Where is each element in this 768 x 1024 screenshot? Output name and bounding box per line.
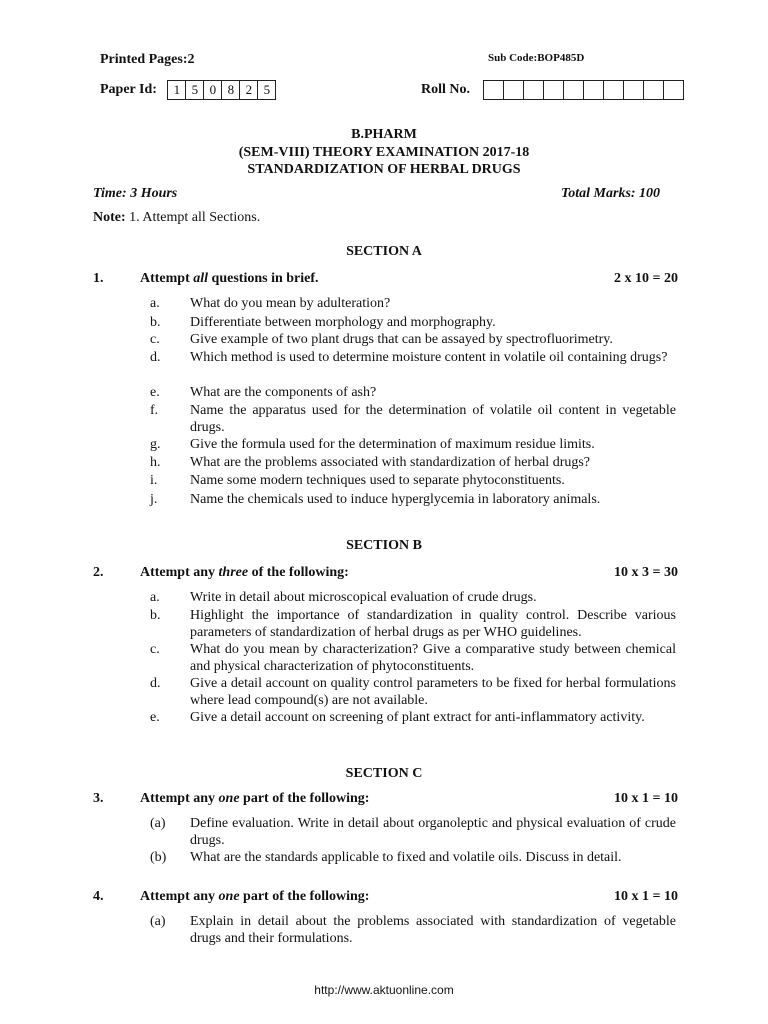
roll-no-cell[interactable] [663, 80, 684, 100]
note-text [126, 210, 261, 225]
paper-id-label: Paper Id: [100, 82, 157, 98]
roll-no-cell[interactable] [523, 80, 544, 100]
time-allowed: Time: 3 Hours [93, 186, 178, 201]
question-marks: 10 x 1 = 10 [614, 791, 678, 806]
exam-title: (SEM-VIII) THEORY EXAMINATION 2017-18 [238, 145, 530, 160]
section-c-title: SECTION C [345, 766, 423, 781]
sub-code: Sub Code:BOP485D [488, 52, 585, 64]
note-text-content: 1. Attempt all Sections. [125, 210, 261, 225]
total-marks: Total Marks: 100 [561, 186, 661, 201]
roll-no-cell[interactable] [483, 80, 504, 100]
question-number: 1. [93, 271, 104, 286]
paper-id [100, 80, 276, 100]
paper-id-boxes [168, 80, 276, 100]
question-instruction: Attempt any three of the following: [140, 565, 349, 580]
roll-no-cell[interactable] [583, 80, 604, 100]
roll-no-cell[interactable] [643, 80, 664, 100]
roll-no-label: Roll No. [421, 82, 470, 98]
paper-id-digit: 2 [239, 80, 258, 100]
section-b-title: SECTION B [346, 538, 422, 553]
question-instruction: Attempt any one part of the following: [140, 791, 370, 806]
paper-id-digit: 5 [257, 80, 276, 100]
paper-id-digit: 0 [203, 80, 222, 100]
question-number: 4. [93, 889, 104, 904]
subject-title: STANDARDIZATION OF HERBAL DRUGS [247, 162, 521, 177]
question-marks: 10 x 1 = 10 [614, 889, 678, 904]
question-instruction: Attempt all questions in brief. [140, 271, 319, 286]
roll-no-cell[interactable] [503, 80, 524, 100]
section-a-title: SECTION A [346, 244, 422, 259]
paper-id-digit: 8 [221, 80, 240, 100]
roll-no-cell[interactable] [543, 80, 564, 100]
roll-no-cell[interactable] [603, 80, 624, 100]
roll-no-cell[interactable] [563, 80, 584, 100]
note-label: Note: [93, 210, 126, 225]
question-marks: 10 x 3 = 30 [614, 565, 678, 580]
question-instruction: Attempt any one part of the following: [140, 889, 370, 904]
course-title: B.PHARM [351, 127, 417, 142]
printed-pages: Printed Pages:2 [100, 52, 195, 67]
question-marks: 2 x 10 = 20 [614, 271, 678, 286]
question-number: 2. [93, 565, 104, 580]
paper-id-digit: 5 [185, 80, 204, 100]
footer-url[interactable]: http://www.aktuonline.com [314, 983, 454, 997]
roll-no-cell[interactable] [623, 80, 644, 100]
note [93, 210, 260, 226]
paper-id-digit: 1 [167, 80, 186, 100]
roll-no-boxes [484, 80, 684, 100]
roll-no [421, 80, 684, 100]
question-number: 3. [93, 791, 104, 806]
